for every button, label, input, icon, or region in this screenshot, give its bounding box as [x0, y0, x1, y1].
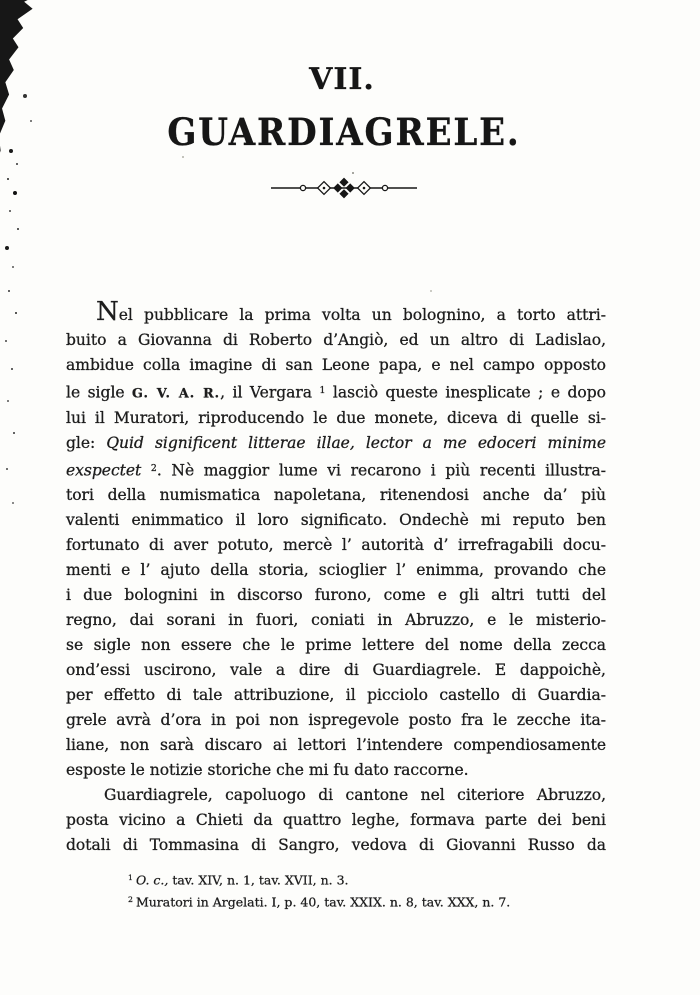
latin-quote-segment: exspectet: [66, 461, 151, 480]
text-segment: gle:: [66, 433, 107, 452]
text-line: ond’essi uscirono, vale a dire di Guardiagrele. E dappoichè,: [66, 661, 606, 680]
footnote-marker: 1: [128, 873, 133, 882]
footnote-ref-2: 2: [150, 462, 157, 474]
footnote-source-abbrev: O. c.,: [135, 872, 169, 888]
text-line: [66, 456, 606, 484]
text-line: se sigle non essere che le prime lettere del nome della zecca: [66, 636, 606, 655]
text-line: Guardiagrele, capoluogo di cantone nel citeriore Abruzzo,: [104, 786, 606, 805]
scan-speck-artifacts: [0, 0, 2, 2]
page-title: GUARDIAGRELE.: [167, 110, 521, 154]
text-line: liane, non sarà discaro ai lettori l’intendere compendiosamente: [66, 736, 606, 755]
text-line: regno, dai sorani in fuori, coniati in Abruzzo, e le misterio-: [66, 611, 606, 630]
divider-ornament: [0, 177, 688, 203]
text-line: [66, 378, 606, 406]
text-line: [66, 431, 606, 456]
text-line: esposte le notizie storiche che mi fu dato raccorne.: [66, 761, 469, 780]
text-line: fortunato di aver potuto, mercè l’ autorità d’ irrefragabili docu-: [66, 536, 606, 555]
text-line: menti e l’ ajuto della storia, scioglier l’ enimma, provando che: [66, 561, 606, 580]
footnote-ref-1: 1: [319, 385, 326, 396]
mint-sigle: G. V. A. R.: [132, 385, 221, 401]
latin-quote-segment: Quid significent litterae illae, lector a me edoceri minime: [106, 433, 607, 452]
text-line: ambidue colla imagine di san Leone papa, e nel campo opposto: [66, 356, 606, 374]
text-line: grele avrà d’ora in poi non ispregevole posto fra le zecche ita-: [66, 711, 606, 730]
floral-divider-icon: [269, 177, 419, 199]
text-line: buito a Giovanna di Roberto d’Angiò, ed un altro di Ladislao,: [66, 331, 606, 349]
text-line: per effetto di tale attribuzione, il picciolo castello di Guardia-: [66, 686, 606, 705]
text-line: valenti enimmatico il loro significato. Ondechè mi reputo ben: [66, 511, 606, 530]
footnote-2: [128, 890, 648, 912]
text-segment: . Nè maggior lume vi recarono i più recenti illustra-: [156, 461, 607, 480]
text-segment: , il Vergara: [220, 383, 320, 402]
text-line: posta vicino a Chieti da quattro leghe, formava parte dei beni: [66, 811, 606, 830]
text-line: [66, 297, 606, 328]
footnote-text: tav. XIV, n. 1, tav. XVII, n. 3.: [168, 872, 349, 888]
text-line: dotali di Tommasina di Sangro, vedova di Giovanni Russo da: [66, 836, 606, 855]
text-segment: lasciò queste inesplicate ; e dopo: [325, 383, 606, 402]
chapter-number: VII.: [309, 62, 375, 97]
initial-capital: N: [96, 297, 119, 327]
text-line: tori della numismatica napoletana, ritenendosi anche da’ più: [66, 486, 606, 505]
text-line: lui il Muratori, riproducendo le due monete, diceva di quelle si-: [66, 408, 606, 427]
footnote-marker: 2: [128, 895, 133, 905]
text-segment: el pubblicare la prima volta un bolognino, a torto attri-: [118, 306, 606, 324]
text-line: i due bolognini in discorso furono, come e gli altri tutti del: [66, 586, 606, 605]
text-segment: le sigle: [66, 383, 133, 402]
footnote-1: [128, 868, 648, 890]
body-text: [66, 297, 607, 858]
footnote-text: Muratori in Argelati. I, p. 40, tav. XXIX. n. 8, tav. XXX, n. 7.: [135, 894, 511, 910]
footnotes: [128, 868, 648, 913]
